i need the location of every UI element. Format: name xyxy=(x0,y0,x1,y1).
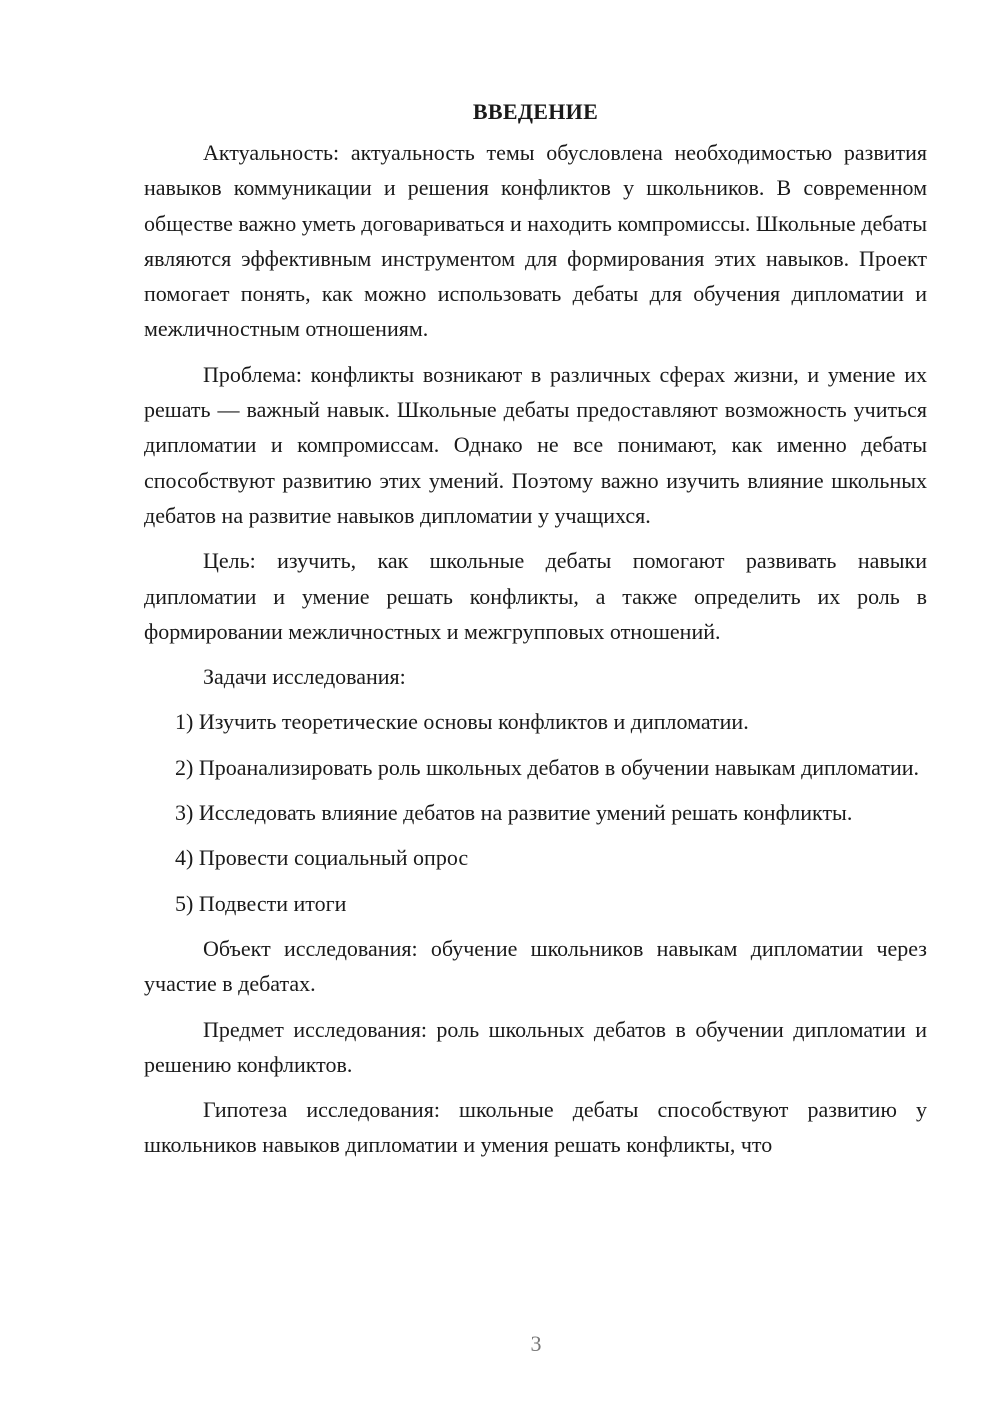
page-content xyxy=(144,94,927,1173)
paragraph-tasks-heading: Задачи исследования: xyxy=(203,664,406,690)
paragraph-problem: Проблема: конфликты возникают в различных сферах жизни, и умение их решать — важный навык. Школьные дебаты предоставляют возможность учиться дипломатии и компромиссам. Однако не все понимают, как именно дебаты способствуют развитию этих умений. Поэтому важно изучить влияние школьных дебатов на развитие навыков дипломатии у учащихся. xyxy=(144,361,927,528)
paragraph-hypothesis: Гипотеза исследования: школьные дебаты способствуют развитию у школьников навыков дипломатии и умения решать конфликты, что xyxy=(144,1097,927,1158)
task-item-2: 2) Проанализировать роль школьных дебатов в обучении навыкам дипломатии. xyxy=(175,754,920,780)
paragraph-object: Объект исследования: обучение школьников навыкам дипломатии через участие в дебатах. xyxy=(144,935,927,997)
task-item-4: 4) Провести социальный опрос xyxy=(175,845,469,871)
section-title: ВВЕДЕНИЕ xyxy=(472,99,599,124)
paragraph-subject: Предмет исследования: роль школьных дебатов в обучении дипломатии и решению конфликтов. xyxy=(144,1016,927,1077)
task-item-5: 5) Подвести итоги xyxy=(175,890,347,916)
page-number: 3 xyxy=(530,1331,542,1356)
task-item-3: 3) Исследовать влияние дебатов на развитие умений решать конфликты. xyxy=(175,800,853,826)
paragraph-relevance: Актуальность: актуальность темы обусловлена необходимостью развития навыков коммуникации и решения конфликтов у школьников. В современном обществе важно уметь договариваться и находить компромиссы. Школьные дебаты являются эффективным инструментом для формирования этих навыков. Проект помогает понять, как можно использовать дебаты для обучения дипломатии и межличностным отношениям. xyxy=(144,140,927,342)
paragraph-goal: Цель: изучить, как школьные дебаты помогают развивать навыки дипломатии и умение решать конфликты, а также определить их роль в формировании межличностных и межгрупповых отношений. xyxy=(144,548,927,644)
task-item-1: 1) Изучить теоретические основы конфликтов и дипломатии. xyxy=(175,709,749,735)
